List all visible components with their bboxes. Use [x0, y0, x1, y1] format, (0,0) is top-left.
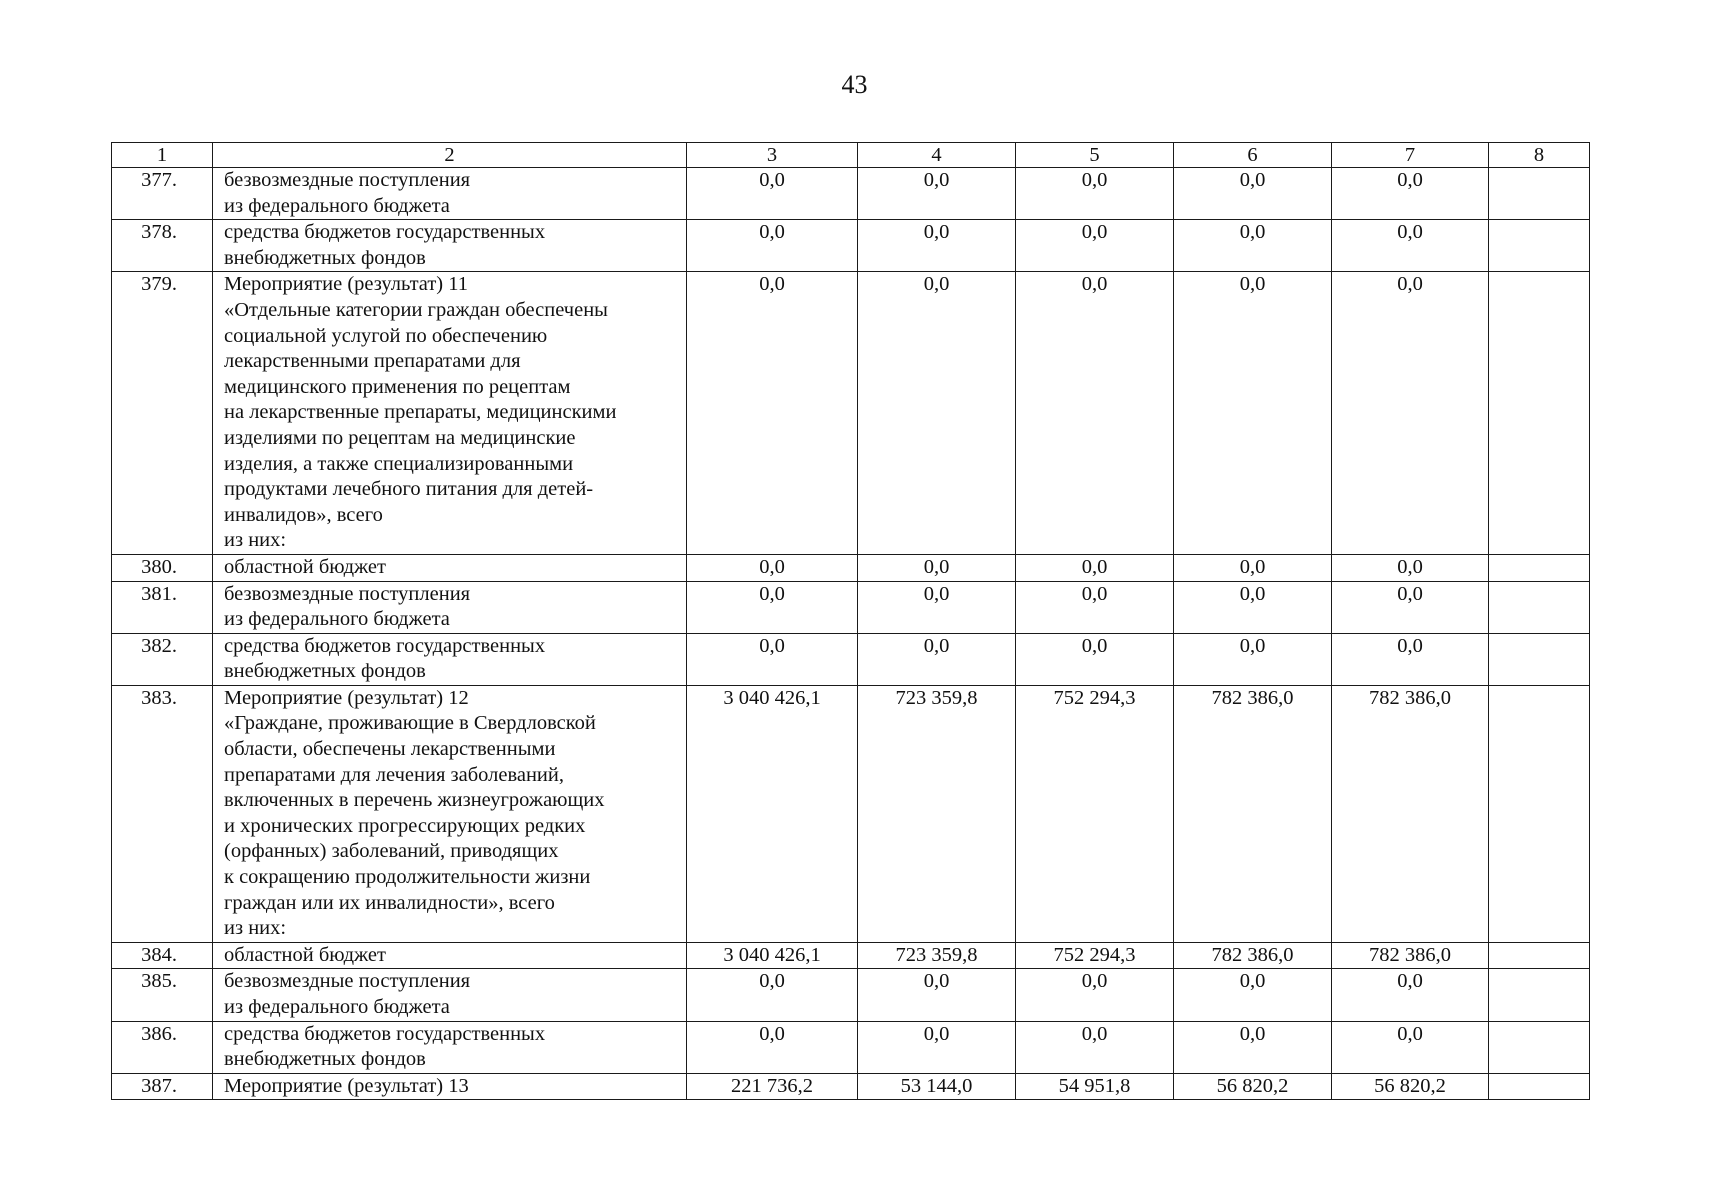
- column-header-4: 4: [858, 143, 1016, 168]
- value-cell-col-6: 0,0: [1174, 272, 1332, 555]
- value-cell-col-6: 0,0: [1174, 168, 1332, 220]
- value-cell-col-7: 0,0: [1332, 969, 1489, 1021]
- row-number: 386.: [112, 1021, 213, 1073]
- value-cell-col-7: 782 386,0: [1332, 685, 1489, 942]
- value-cell-col-4: 0,0: [858, 168, 1016, 220]
- row-description: безвозмездные поступления из федерального бюджета: [213, 969, 687, 1021]
- value-cell-col-6: 782 386,0: [1174, 942, 1332, 969]
- row-description: безвозмездные поступления из федерального бюджета: [213, 168, 687, 220]
- value-cell-col-4: 0,0: [858, 969, 1016, 1021]
- value-cell-col-4: 723 359,8: [858, 685, 1016, 942]
- value-cell-col-6: 782 386,0: [1174, 685, 1332, 942]
- table-row: [112, 1021, 1590, 1073]
- value-cell-col-5: 0,0: [1016, 581, 1174, 633]
- value-cell-col-8: [1489, 581, 1590, 633]
- value-cell-col-6: 0,0: [1174, 969, 1332, 1021]
- value-cell-col-4: 0,0: [858, 633, 1016, 685]
- row-description: областной бюджет: [213, 554, 687, 581]
- value-cell-col-4: 0,0: [858, 554, 1016, 581]
- value-cell-col-3: 0,0: [687, 633, 858, 685]
- value-cell-col-7: 0,0: [1332, 633, 1489, 685]
- value-cell-col-8: [1489, 272, 1590, 555]
- value-cell-col-5: 0,0: [1016, 633, 1174, 685]
- value-cell-col-3: 0,0: [687, 272, 858, 555]
- value-cell-col-8: [1489, 942, 1590, 969]
- column-header-2: 2: [213, 143, 687, 168]
- row-number: 383.: [112, 685, 213, 942]
- column-header-5: 5: [1016, 143, 1174, 168]
- table-row: [112, 220, 1590, 272]
- row-description: средства бюджетов государственных внебюджетных фондов: [213, 1021, 687, 1073]
- column-header-6: 6: [1174, 143, 1332, 168]
- column-header-1: 1: [112, 143, 213, 168]
- value-cell-col-7: 0,0: [1332, 220, 1489, 272]
- row-number: 382.: [112, 633, 213, 685]
- table-row: [112, 942, 1590, 969]
- table-row: [112, 554, 1590, 581]
- value-cell-col-8: [1489, 685, 1590, 942]
- value-cell-col-7: 56 820,2: [1332, 1073, 1489, 1100]
- table-row: [112, 581, 1590, 633]
- table-row: [112, 1073, 1590, 1100]
- row-description: средства бюджетов государственных внебюджетных фондов: [213, 220, 687, 272]
- value-cell-col-8: [1489, 220, 1590, 272]
- value-cell-col-3: 0,0: [687, 168, 858, 220]
- budget-table: [111, 142, 1590, 1100]
- value-cell-col-8: [1489, 554, 1590, 581]
- value-cell-col-4: 0,0: [858, 581, 1016, 633]
- column-header-3: 3: [687, 143, 858, 168]
- page-number: 43: [841, 70, 868, 99]
- value-cell-col-5: 0,0: [1016, 1021, 1174, 1073]
- value-cell-col-6: 0,0: [1174, 220, 1332, 272]
- row-number: 378.: [112, 220, 213, 272]
- value-cell-col-4: 0,0: [858, 272, 1016, 555]
- value-cell-col-5: 0,0: [1016, 969, 1174, 1021]
- value-cell-col-4: 53 144,0: [858, 1073, 1016, 1100]
- value-cell-col-8: [1489, 1073, 1590, 1100]
- row-description: областной бюджет: [213, 942, 687, 969]
- value-cell-col-7: 0,0: [1332, 168, 1489, 220]
- row-number: 385.: [112, 969, 213, 1021]
- header-row: [112, 143, 1590, 168]
- row-number: 387.: [112, 1073, 213, 1100]
- value-cell-col-5: 0,0: [1016, 554, 1174, 581]
- value-cell-col-7: 0,0: [1332, 554, 1489, 581]
- row-number: 381.: [112, 581, 213, 633]
- table-row: [112, 272, 1590, 555]
- value-cell-col-3: 0,0: [687, 969, 858, 1021]
- table-row: [112, 969, 1590, 1021]
- value-cell-col-4: 723 359,8: [858, 942, 1016, 969]
- row-description: Мероприятие (результат) 12 «Граждане, проживающие в Свердловской области, обеспечены лекарственными препаратами для лечения заболеваний, включенных в перечень жизнеугрожающих и хронических прогрессирующих редких (орфанных) заболеваний, приводящих к сокращению продолжительности жизни граждан или их инвалидности», всего из них:: [213, 685, 687, 942]
- table-body: [112, 168, 1590, 1100]
- value-cell-col-5: 752 294,3: [1016, 942, 1174, 969]
- value-cell-col-5: 0,0: [1016, 272, 1174, 555]
- value-cell-col-6: 0,0: [1174, 1021, 1332, 1073]
- value-cell-col-5: 752 294,3: [1016, 685, 1174, 942]
- value-cell-col-8: [1489, 168, 1590, 220]
- table-row: [112, 685, 1590, 942]
- value-cell-col-7: 0,0: [1332, 1021, 1489, 1073]
- value-cell-col-8: [1489, 633, 1590, 685]
- row-description: Мероприятие (результат) 11 «Отдельные категории граждан обеспечены социальной услугой по обеспечению лекарственными препаратами для медицинского применения по рецептам на лекарственные препараты, медицинскими изделиями по рецептам на медицинские изделия, а также специализированными продуктами лечебного питания для детей- инвалидов», всего из них:: [213, 272, 687, 555]
- value-cell-col-6: 0,0: [1174, 581, 1332, 633]
- value-cell-col-8: [1489, 969, 1590, 1021]
- row-number: 379.: [112, 272, 213, 555]
- table-header: [112, 143, 1590, 168]
- value-cell-col-6: 0,0: [1174, 633, 1332, 685]
- value-cell-col-3: 221 736,2: [687, 1073, 858, 1100]
- value-cell-col-3: 3 040 426,1: [687, 942, 858, 969]
- value-cell-col-4: 0,0: [858, 220, 1016, 272]
- value-cell-col-5: 0,0: [1016, 168, 1174, 220]
- value-cell-col-3: 3 040 426,1: [687, 685, 858, 942]
- row-number: 377.: [112, 168, 213, 220]
- value-cell-col-8: [1489, 1021, 1590, 1073]
- row-description: средства бюджетов государственных внебюджетных фондов: [213, 633, 687, 685]
- row-description: Мероприятие (результат) 13: [213, 1073, 687, 1100]
- value-cell-col-6: 56 820,2: [1174, 1073, 1332, 1100]
- table-row: [112, 633, 1590, 685]
- value-cell-col-3: 0,0: [687, 1021, 858, 1073]
- value-cell-col-3: 0,0: [687, 220, 858, 272]
- column-header-8: 8: [1489, 143, 1590, 168]
- value-cell-col-3: 0,0: [687, 554, 858, 581]
- row-description: безвозмездные поступления из федерального бюджета: [213, 581, 687, 633]
- value-cell-col-7: 0,0: [1332, 581, 1489, 633]
- row-number: 380.: [112, 554, 213, 581]
- value-cell-col-3: 0,0: [687, 581, 858, 633]
- table-row: [112, 168, 1590, 220]
- value-cell-col-7: 782 386,0: [1332, 942, 1489, 969]
- value-cell-col-7: 0,0: [1332, 272, 1489, 555]
- value-cell-col-6: 0,0: [1174, 554, 1332, 581]
- value-cell-col-5: 54 951,8: [1016, 1073, 1174, 1100]
- column-header-7: 7: [1332, 143, 1489, 168]
- value-cell-col-5: 0,0: [1016, 220, 1174, 272]
- row-number: 384.: [112, 942, 213, 969]
- value-cell-col-4: 0,0: [858, 1021, 1016, 1073]
